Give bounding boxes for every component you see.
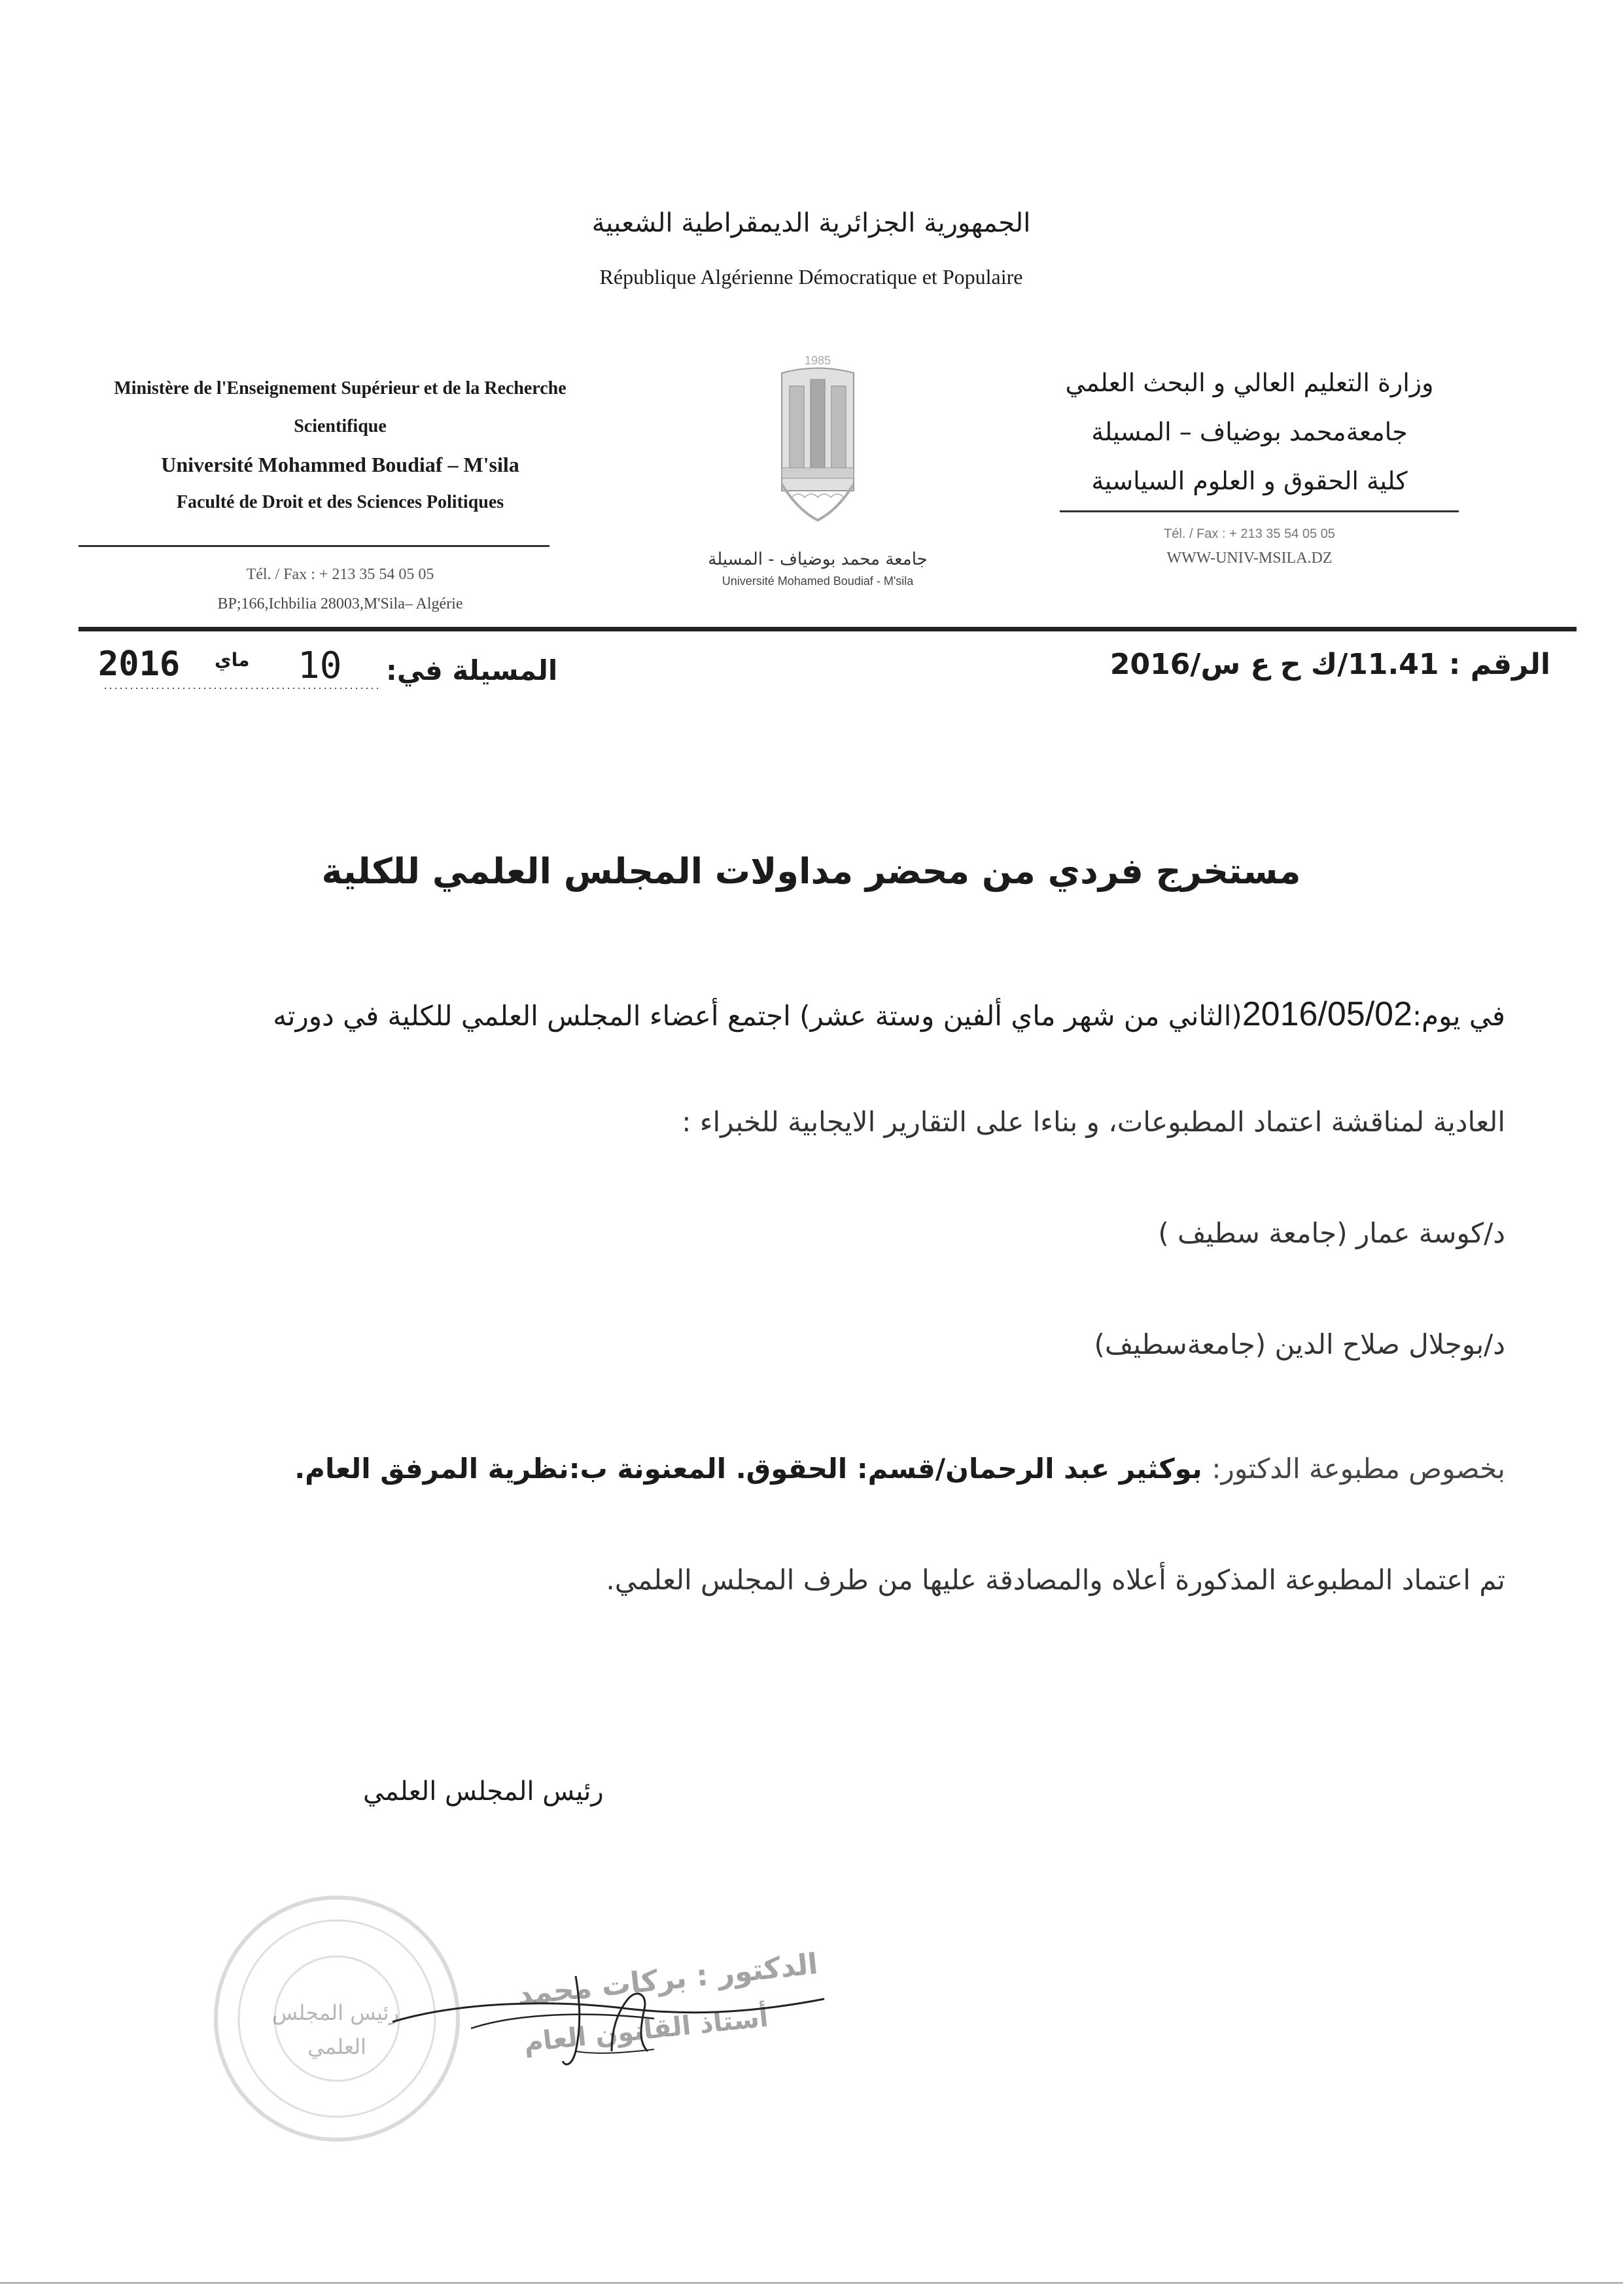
date-month: ماي [215, 649, 250, 671]
ministry-line-1: Ministère de l'Enseignement Supérieur et de la Recherche [114, 378, 567, 398]
faculty-name-french: Faculté de Droit et des Sciences Politiques [176, 492, 504, 512]
stamp-council-line-1: رئيس المجلس [271, 2000, 399, 2025]
date-label: المسيلة في: [386, 654, 558, 686]
left-phone: Tél. / Fax : + 213 35 54 05 05 [246, 566, 434, 583]
stamp-council-line-2: العلمي [307, 2034, 366, 2059]
paragraph-session: العادية لمناقشة اعتماد المطبوعات، و بناءا على التقارير الايجابية للخبراء : [682, 1106, 1505, 1138]
date-day: 10 [298, 645, 342, 687]
logo-caption-french: Université Mohamed Boudiaf - M'sila [722, 574, 914, 588]
subject-prefix: بخصوص مطبوعة الدكتور: [1212, 1453, 1505, 1485]
subject-author: بوكثير عبد الرحمان/قسم: [856, 1453, 1212, 1485]
postal-address: BP;166,Ichbilia 28003,M'Sila– Algérie [217, 595, 463, 612]
subject-department: الحقوق. المعنونة ب: [568, 1453, 857, 1485]
right-divider [1060, 510, 1459, 512]
left-divider [79, 545, 550, 547]
logo-year: 1985 [804, 354, 831, 367]
stamp-signatory-role: أستاذ القانون العام [522, 2002, 770, 2058]
expert-1: د/كوسة عمار (جامعة سطيف ) [1158, 1217, 1505, 1249]
meeting-date: 2016/05/02 [1242, 995, 1413, 1033]
faculty-name-arabic: كلية الحقوق و العلوم السياسية [1091, 467, 1408, 495]
meeting-prefix: في يوم: [1412, 1000, 1505, 1032]
state-name-arabic: الجمهورية الجزائرية الديمقراطية الشعبية [591, 208, 1031, 238]
expert-2: د/بوجلال صلاح الدين (جامعةسطيف) [1094, 1328, 1505, 1360]
paragraph-conclusion: تم اعتماد المطبوعة المذكورة أعلاه والمصادقة عليها من طرف المجلس العلمي. [606, 1564, 1505, 1596]
header-divider [79, 627, 1577, 631]
document-title: مستخرج فردي من محضر مداولات المجلس العلمي للكلية [321, 851, 1301, 892]
bottom-edge [0, 2282, 1623, 2284]
letterhead-french [52, 370, 628, 521]
state-name-french: République Algérienne Démocratique et Populaire [599, 265, 1023, 289]
letterhead-arabic [1021, 359, 1478, 506]
handwritten-signature-icon [379, 1937, 837, 2081]
signatory-title: رئيس المجلس العلمي [363, 1776, 604, 1807]
reference-label: الرقم : [1448, 648, 1550, 681]
date-dotted-line [105, 640, 563, 692]
paragraph-subject [294, 1453, 1505, 1485]
right-phone: Tél. / Fax : + 213 35 54 05 05 [1164, 527, 1335, 541]
university-name-arabic: جامعةمحمد بوضياف – المسيلة [1091, 417, 1408, 446]
ministry-name-arabic: وزارة التعليم العالي و البحث العلمي [1065, 368, 1434, 397]
paragraph-meeting [273, 995, 1505, 1034]
reference-value: 11.41/ك ح ع س/2016 [1109, 648, 1439, 681]
logo-caption-arabic: جامعة محمد بوضياف - المسيلة [708, 550, 928, 569]
meeting-rest: (الثاني من شهر ماي ألفين وستة عشر) اجتمع أعضاء المجلس العلمي للكلية في دورته [273, 1000, 1242, 1032]
website: WWW-UNIV-MSILA.DZ [1166, 550, 1333, 567]
reference-number [1106, 648, 1550, 681]
date-year: 2016 [98, 645, 181, 684]
university-name-french: Université Mohammed Boudiaf – M'sila [161, 453, 519, 476]
subject-title: نظرية المرفق العام. [294, 1453, 569, 1485]
ministry-line-2: Scientifique [294, 416, 387, 436]
university-logo-icon [769, 350, 867, 527]
stamp-signatory-name: الدكتور : بركات محمد [515, 1947, 820, 2012]
